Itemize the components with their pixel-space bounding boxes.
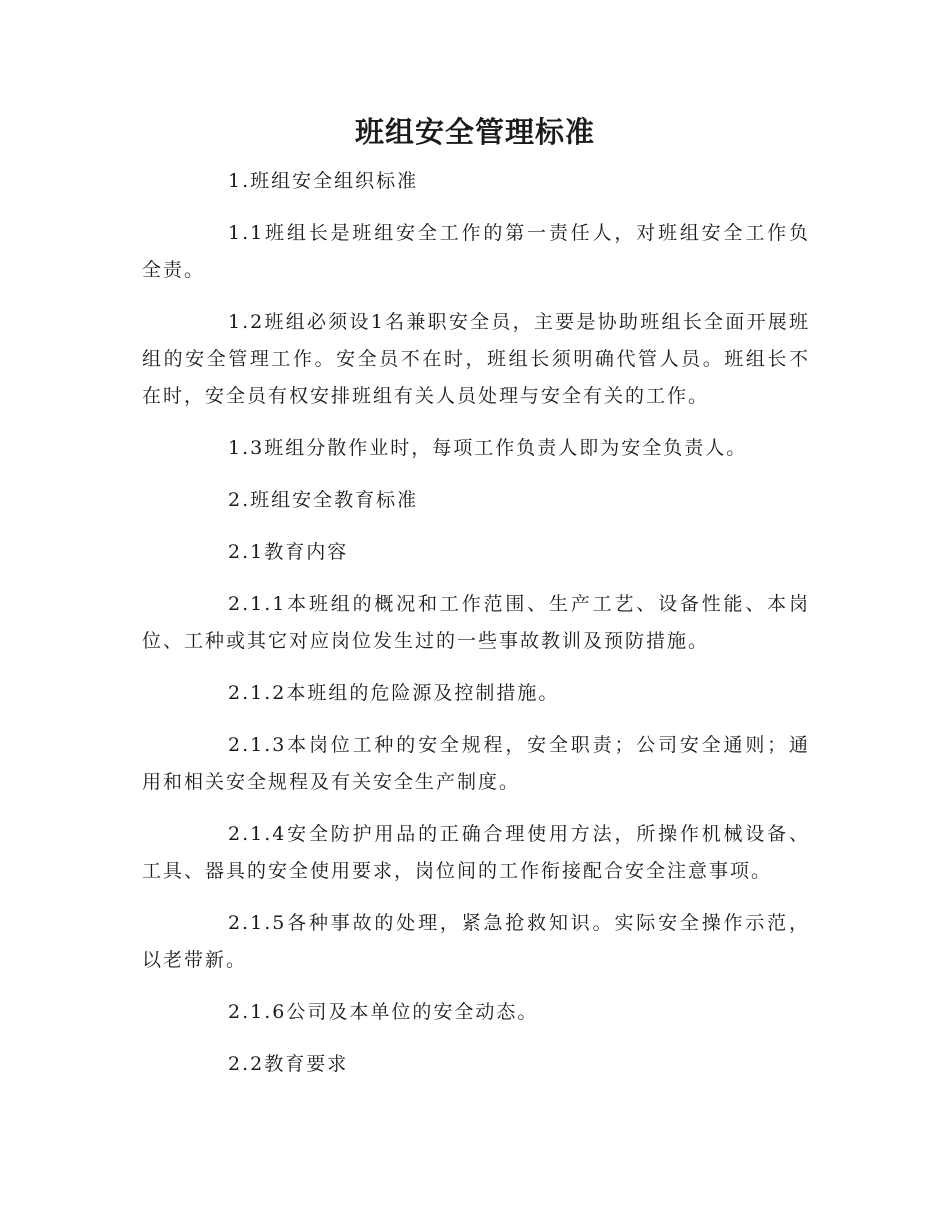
document-body: [142, 163, 810, 1098]
paragraph-2-1-1: 2.1.1本班组的概况和工作范围、生产工艺、设备性能、本岗位、工种或其它对应岗位发生过的一些事故教训及预防措施。: [142, 593, 810, 652]
paragraph-1-1: 1.1班组长是班组安全工作的第一责任人，对班组安全工作负全责。: [142, 222, 810, 281]
paragraph-1: 1.班组安全组织标准: [228, 170, 419, 192]
paragraph-2-1-3: 2.1.3本岗位工种的安全规程，安全职责；公司安全通则；通用和相关安全规程及有关安全生产制度。: [142, 734, 810, 793]
paragraph-2-1-6: 2.1.6公司及本单位的安全动态。: [228, 1001, 539, 1023]
paragraph-1-2: 1.2班组必须设1名兼职安全员，主要是协助班组长全面开展班组的安全管理工作。安全员不在时，班组长须明确代管人员。班组长不在时，安全员有权安排班组有关人员处理与安全有关的工作。: [142, 311, 810, 407]
paragraph-2-1: 2.1教育内容: [228, 541, 349, 563]
paragraph-2-2: 2.2教育要求: [228, 1053, 349, 1075]
document-title: 班组安全管理标准: [354, 115, 595, 149]
paragraph-2-1-2: 2.1.2本班组的危险源及控制措施。: [228, 682, 560, 704]
paragraph-2-1-4: 2.1.4安全防护用品的正确合理使用方法，所操作机械设备、工具、器具的安全使用要求，岗位间的工作衔接配合安全注意事项。: [142, 823, 810, 882]
paragraph-2: 2.班组安全教育标准: [228, 489, 419, 511]
paragraph-1-3: 1.3班组分散作业时，每项工作负责人即为安全负责人。: [228, 437, 748, 459]
paragraph-2-1-5: 2.1.5各种事故的处理，紧急抢救知识。实际安全操作示范，以老带新。: [142, 912, 810, 971]
